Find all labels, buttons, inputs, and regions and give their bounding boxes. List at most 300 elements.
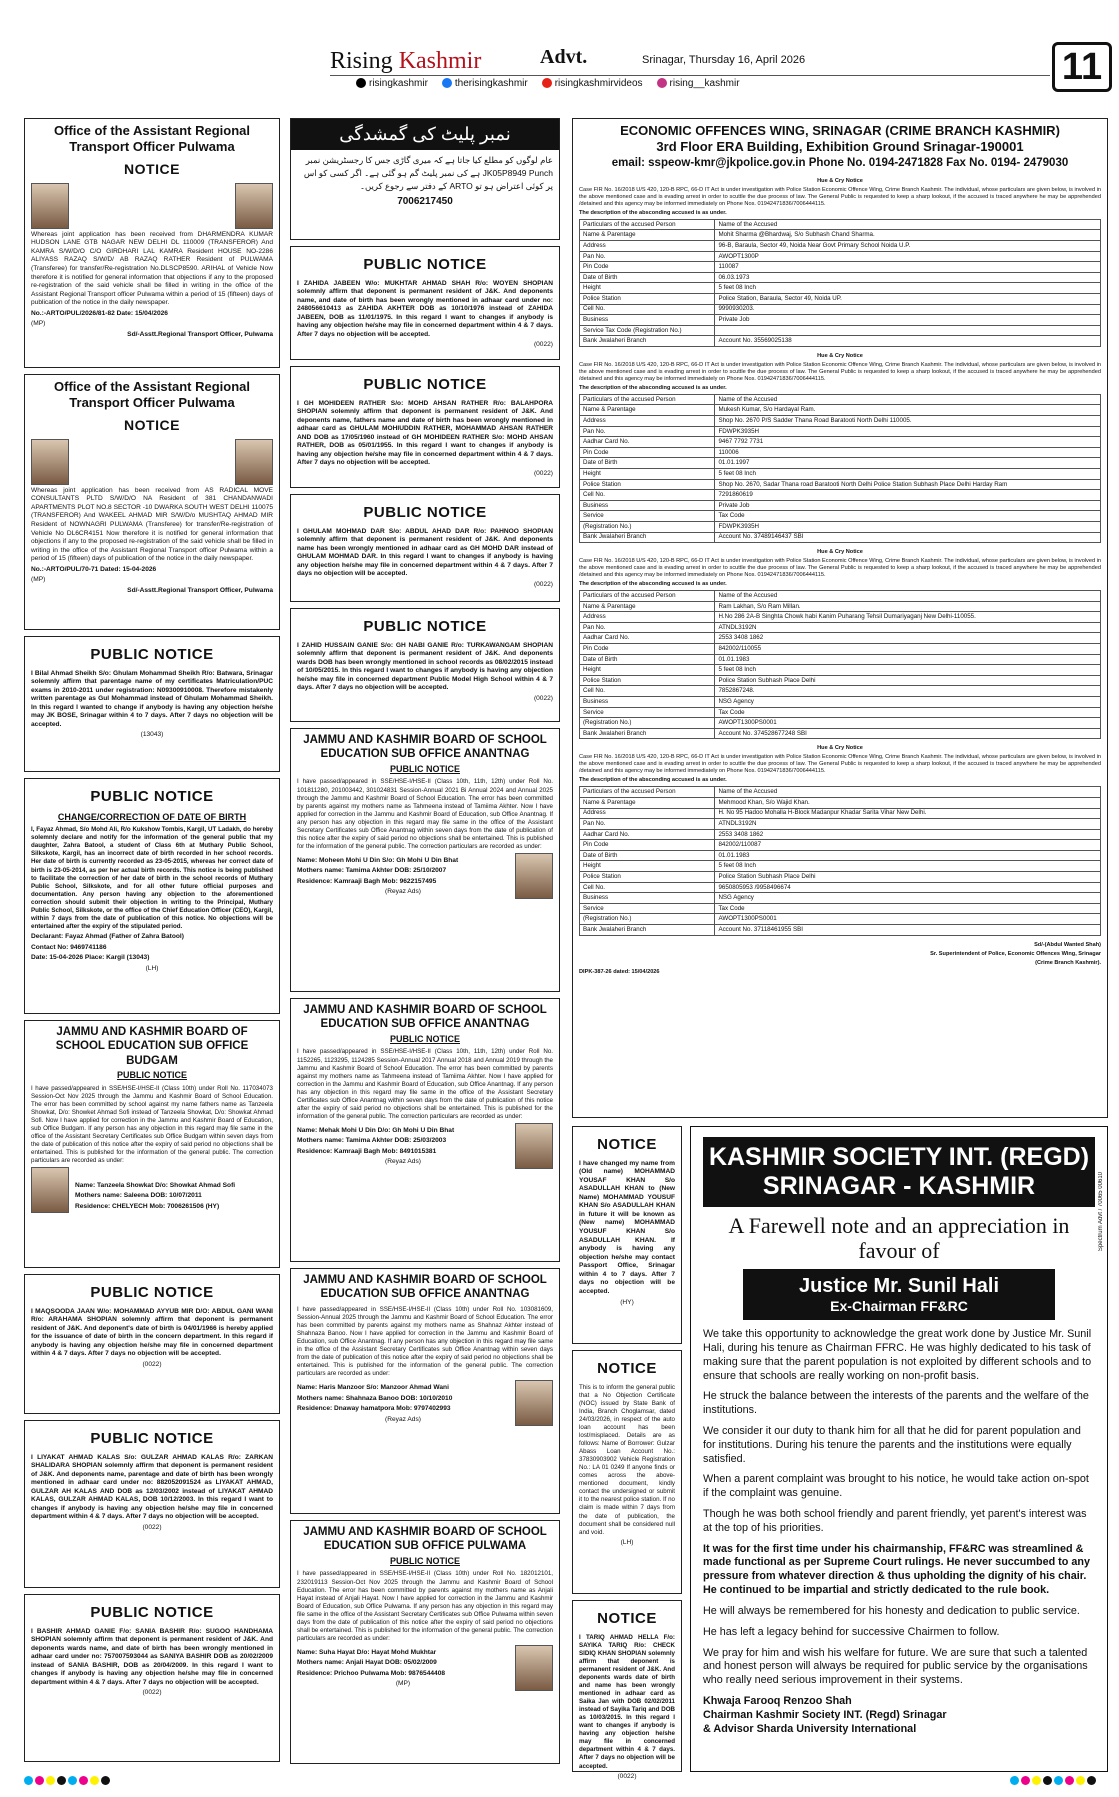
urdu-body: عام لوگوں کو مطلع کیا جاتا ہے کہ میری گاڑی جس کا رجسٹریشن نمبر JK05P8949 Punch ہے کی نمبر پلیٹ گم ہو گئی ہے۔ اگر کسی کو اس پر کوئی اعتراض ہو تو ARTO کے دفتر سے رجوع کریں۔ [303,155,553,191]
notice-title: PUBLIC NOTICE [90,1430,214,1447]
farewell-para: Though he was both school friendly and parent friendly, yet parent's interest was at the top of his priorities. [703,1508,1087,1534]
field-label: Pin Code [580,644,715,655]
notice-title: Office of the Assistant Regional Transport Officer Pulwama [54,379,250,411]
noc-lost-notice [572,1350,682,1594]
field-value: Account No. 35569025138 [715,336,1101,347]
field-label: Pin Code [580,447,715,458]
public-notice-zahid [290,608,560,722]
table-row [580,283,1101,294]
table-row [580,479,1101,490]
field-value: 5 feet 08 Inch [715,469,1101,480]
field-value: Name of the Accused [715,394,1101,405]
hue-cry-heading: Hue & Cry Notice [817,177,863,184]
black-mark [101,1776,110,1785]
table-row [580,426,1101,437]
notice-code: (Reyaz Ads) [385,888,421,896]
field-label: Aadhar Card No. [580,633,715,644]
residence: Residence: CHELYECH Mob: 7006261506 (HY) [75,1202,220,1210]
notice-code: (MP) [31,576,46,584]
field-label: Business [580,315,715,326]
table-row [580,893,1101,904]
notice-body: I ZAHID HUSSAIN GANIE S/o: GH NABI GANIE R/o: TURKAWANGAM SHOPIAN solemnly affirm that deponent is permanent resident of J&K. And deponents wards DOB has been wrongly mentioned in school records as 08/02/2015 instead of 10/05/2015. In this regard I want to changes if anybody is having any objection he/she may file in concerned department Public Model High School within 4 & 7 days. After 7 days no objection will be accepted. [297,641,553,692]
table-row [580,601,1101,612]
field-value: 7852867248. [715,686,1101,697]
magenta-mark [35,1776,44,1785]
residence: Residence: Kamraaji Bagh Mob: 8491015381 [297,1147,437,1155]
notice-title: PUBLIC NOTICE [363,376,487,393]
field-label: Bank Jwalaheri Branch [580,336,715,347]
field-label: Service [580,903,715,914]
accused-particulars-table [579,786,1101,935]
ad-agency-credit: Spectrum Advt / 70065 00610 [1098,1172,1104,1252]
field-label: Service [580,707,715,718]
table-row [580,819,1101,830]
youtube-link[interactable]: risingkashmirvideos [542,78,643,89]
case-intro: Case FIR No. 16/2018 U/S 420, 120-B RPC, 66-D IT Act is under investigation with Police Station Economic Offence Wing, Crime Branch Kashmir. The individual, whose particulars are given below, is involved in the above mentioned case and is evading arrest in order to scuttle the due process of law. The General Public is requested to keep a sharp lookout, if the accused is traced anywhere he may be apprehended /detained and this agency may be informed immediately on Phone Nos. 01942471836/7006444115. [579,361,1101,382]
field-value: H. No 95 Hadoo Mohalla H-Block Madanpur Khadar Sarita Vihar New Delhi. [715,808,1101,819]
table-row [580,644,1101,655]
accused-particulars-table [579,590,1101,739]
table-row [580,718,1101,729]
honoree-name: Justice Mr. Sunil Hali [798,1275,1000,1298]
applicant-photo [515,853,553,899]
applicant-photo [235,183,273,229]
field-value: 9990930203. [715,304,1101,315]
table-row [580,850,1101,861]
newspaper-logo[interactable]: Rising Kashmir [330,48,482,74]
color-registration-marks [1010,1776,1096,1786]
notice-code: (0022) [533,470,553,477]
jkbose-anantnag-notice-1 [290,728,560,992]
case-intro: Case FIR No. 16/2018 U/S 420, 120-B RPC, 66-D IT Act is under investigation with Police Station Economic Offence Wing, Crime Branch Kashmir. The individual, whose particulars are given below, is involved in the above mentioned case and is evading arrest in order to scuttle the due process of law. The General Public is requested to keep a sharp lookout, if the accused is traced anywhere he may be apprehended /detained and this agency may be informed immediately on Phone Nos. 01942471836/7006444115. [579,754,1101,775]
dipk-number: DIPK-387-26 dated: 15/04/2026 [579,968,660,975]
masthead [0,0,1119,110]
field-value: 9467 7792 7731 [715,437,1101,448]
notice-title: JAMMU AND KASHMIR BOARD OF SCHOOL EDUCATION SUB OFFICE ANANTNAG [303,734,547,761]
notice-body: I LIYAKAT AHMAD KALAS S/o: GULZAR AHMAD KALAS R/o: ZARKAN SHALIDARA SHOPIAN solemnly affirm that deponent is permanent resident of J&K. And deponents name, parentage and date of birth has been wrongly mentioned in adhaar card under no: 882052091524 as LIYAKAT AHMAD, GULZAR AH KALAS AND DOB as 12/03/2002 instead of LIYAKAT AHMAD KALAS, GULZAR AHMAD KALAS, DOB 10/12/2003. In this regard I want to changes if anybody is having any objection he/she may file in concerned department within 4 & 7 days. After 7 days no objection will be accepted. [31,1453,273,1521]
notice-heading: PUBLIC NOTICE [389,1033,460,1044]
notice-heading: PUBLIC NOTICE [116,1070,187,1081]
notice-title: PUBLIC NOTICE [363,256,487,273]
applicant-name: Name: Tanzeela Showkat D/o: Showkat Ahmad Sofi [75,1181,236,1189]
notice-heading: NOTICE [124,160,180,177]
table-row [580,490,1101,501]
field-value: Mohit Sharma @Bhardwaj, S/o Subhash Chand Sharma. [715,230,1101,241]
table-row [580,612,1101,623]
field-label: Cell No. [580,882,715,893]
field-label: Particulars of the accused Person [580,787,715,798]
field-label: Date of Birth [580,458,715,469]
field-label: Bank Jwalaheri Branch [580,925,715,936]
residence: Residence: Kamraaji Bagh Mob: 9622157495 [297,877,437,885]
field-value: 5 feet 08 Inch [715,861,1101,872]
table-row [580,272,1101,283]
header-rule [330,75,1050,76]
notice-signature: Sd/-Asstt.Regional Transport Officer, Pulwama [127,586,273,594]
table-row [580,728,1101,739]
table-row [580,437,1101,448]
field-label: Address [580,416,715,427]
urdu-phone: 7006217450 [397,195,453,207]
field-value: 2553 3408 1862 [715,633,1101,644]
notice-code: (0022) [142,1689,162,1697]
public-notice-mohideen [290,366,560,488]
notice-title: PUBLIC NOTICE [90,1284,214,1301]
cyan-mark [24,1776,33,1785]
field-label: Address [580,808,715,819]
mother-name: Mothers name: Tamima Akhter DOB: 25/10/2007 [297,867,447,875]
tariq-notice [572,1600,682,1780]
table-row [580,315,1101,326]
applicant-name: Name: Mehak Mohi U Din D/o: Gh Mohi U Din Bhat [297,1126,455,1134]
field-label: Bank Jwalaheri Branch [580,728,715,739]
table-row [580,654,1101,665]
farewell-para: He has left a legacy behind for successive Chairmen to follow. [703,1625,1000,1638]
field-label: Pan No. [580,426,715,437]
notice-heading: PUBLIC NOTICE [389,1555,460,1566]
table-row [580,882,1101,893]
table-row [580,925,1101,936]
field-value: 2553 3408 1862 [715,829,1101,840]
field-label: Business [580,697,715,708]
applicant-photo [31,1167,69,1213]
applicant-name: Name: Moheen Mohi U Din S/o: Gh Mohi U Din Bhat [297,856,459,864]
farewell-para: When a parent complaint was brought to his notice, he would take action on-spot if the complaint was genuine. [703,1473,1089,1500]
field-value: Police Station Subhash Place Delhi [715,675,1101,686]
table-row [580,511,1101,522]
notice-body: I have passed/appeared in SSE/HSE-I/HSE-II (Class 10th, 11th, 12th) under Roll No. 101811280, 201003442, 301024831 Session-Annual 2021 Bi Annual 2024 and Annual 2025 through the Jammu and Kashmir Board of School Education. The error has been committed by parents against my mothers name as Tahmeena instead of Tamiima Akhter. Now I have applied for correction in the Jammu and Kashmir Board of Education, sub Office Anantnag. If any person has any objection in this regard may file same in the office of the Assistant Secretary Certificates sub Office Anantnag within seven days from the date of publication of this notice after the expiry of said period no objections shall be entertained. This is published for the information of the general public. The correction particulars are recorded as under: [297,778,553,850]
field-label: Pin Code [580,262,715,273]
hue-cry-heading: Hue & Cry Notice [817,745,863,752]
field-value: Mehmood Khan, S/o Wajid Khan. [715,797,1101,808]
table-row [580,262,1101,273]
jkbose-anantnag-notice-2 [290,998,560,1262]
field-label: Name & Parentage [580,797,715,808]
notice-body: I TARIQ AHMAD HELLA F/o: SAYIKA TARIQ R/o: CHECK SIDIQ KHAN SHOPIAN solemnly affirm that deponent is permanent resident of J&K. And deponents wards date of birth and name has been wrongly mentioned in adhaar card as Saika Jan with DOB 02/02/2011 instead of Sayika Tariq and DOB as 10/03/2015. In this regard I want to changes if anybody is having any objection he/she may file in concerned department within 4 & 7 days. After 7 days no objection will be accepted. [579,1633,675,1770]
field-label: Address [580,612,715,623]
field-value: Name of the Accused [715,219,1101,230]
field-label: Name & Parentage [580,230,715,241]
field-value [715,325,1101,336]
field-value: 842002/110087 [715,840,1101,851]
accused-description-label: The description of the absconding accused is as under. [579,581,727,588]
field-label: Police Station [580,293,715,304]
field-label: Service [580,511,715,522]
urdu-notice [290,118,560,240]
field-label: Date of Birth [580,654,715,665]
notice-code: (HY) [620,1298,634,1306]
field-label: Cell No. [580,686,715,697]
dateline: Srinagar, Thursday 16, April 2026 [642,54,806,66]
mother-name: Mothers name: Shahnaza Banoo DOB: 10/10/2010 [297,1394,453,1402]
table-row [580,675,1101,686]
table-row [580,500,1101,511]
table-row [580,304,1101,315]
field-label: Date of Birth [580,272,715,283]
table-row [580,405,1101,416]
yellow-mark [1076,1776,1085,1785]
notice-title: PUBLIC NOTICE [90,788,214,805]
table-row [580,591,1101,602]
table-row [580,787,1101,798]
cyan-mark [1054,1776,1063,1785]
accused-particulars-table [579,219,1101,347]
notice-code: (0022) [142,1524,162,1531]
notice-code: (0022) [617,1772,637,1780]
field-label: Height [580,861,715,872]
farewell-para: It was for the first time under his chairmanship, FF&RC was streamlined & made functional as per Supreme Court rulings. He never succumbed to any pressure from whatever direction & thus upholding the dignity of his chair. He continued to be impartial and strictly dedicated to the rule book. [703,1542,1090,1597]
notice-title: PUBLIC NOTICE [90,1604,214,1621]
field-value: Mukesh Kumar, S/o Hardayal Ram. [715,405,1101,416]
applicant-photo [515,1123,553,1169]
field-label: Name & Parentage [580,601,715,612]
table-row [580,840,1101,851]
field-label: Aadhar Card No. [580,437,715,448]
accused-description-label: The description of the absconding accused is as under. [579,209,727,216]
field-label: Particulars of the accused Person [580,219,715,230]
field-value: 5 feet 08 Inch [715,665,1101,676]
notice-code: (0022) [533,694,553,702]
field-value: Private Job [715,500,1101,511]
magenta-mark [1021,1776,1030,1785]
urdu-title: نمبر پلیٹ کی گمشدگی [291,119,559,150]
accused-particulars-table [579,394,1101,543]
notice-body: I Bilal Ahmad Sheikh S/o: Ghulam Mohammad Sheikh R/o: Batwara, Srinagar solemnly affirm that parentage name of my certificates Matriculation/PUC exams in 2010-2011 under registration: N09300910008. Therefore mistakenly written parentage as Gul Mohammad instead of Ghulam Mohammad Sheikh. In this regard I wanted to change if anybody is having any objection he/she may JK BOSE, Srinagar within 4 to 7 days. After 7 days no objection will be accepted. [31,669,273,728]
honoree-box [743,1269,1055,1320]
public-notice-liyakat [24,1420,280,1588]
notice-title: Office of the Assistant Regional Transport Officer Pulwama [54,123,250,155]
field-value: 110087 [715,262,1101,273]
cyan-mark [1010,1776,1019,1785]
notice-title: NOTICE [597,1360,657,1377]
field-value: Name of the Accused [715,591,1101,602]
notice-body: I GH MOHIDEEN RATHER S/o: MOHD AHSAN RATHER R/o: BALAHPORA SHOPIAN solemnly affirm that deponent is permanent resident of J&K. And deponents name, fathers name and date of birth has been wrongly mentioned in adhaar card as GHULAM MOHIUDDIN RATHER, MOHAMMAD AHSAN RATHER AND DOB as 17/05/1960 instead of GH MOHIDEEN RATHER S/o: MOHD AHSAN RATHER, DOB as 05/01/1955. In this regard I want to changes if anybody is having any objection he/she may file in concerned department within 4 & 7 days. After 7 days no objection will be accepted. [297,399,553,467]
field-label: Bank Jwalaheri Branch [580,532,715,543]
residence: Residence: Dnaway hamatpora Mob: 9797402993 [297,1405,451,1413]
field-value: Tax Code [715,707,1101,718]
table-row [580,521,1101,532]
notice-body: I, Fayaz Ahmad, S/o Mohd Ali, R/o Kukshow Tombis, Kargil, UT Ladakh, do hereby solemnly declare and notify for the information of the general public that my daughter, Zahra Batool, a student of Class 6th at Muthary Public School, Silkskote, Kargil, has an incorrect date of birth recorded in her school records. Her date of birth is currently recorded as 23-05-2015, whereas her correct date of birth is 23-05-2014, as per her actual birth records. This notice is being published to facilitate the correction of her date of birth in the school records of Muthary Public School, Silkskote, and for all other future official purposes and documentation. Any person having any objection to the aforementioned correction should submit their objection in writing to the Principal, Muthary Public School, Silkskote, or the office of the Chief Education Officer (CEO), Kargil, within 7 days from the date of publication of this notice. No objections will be entertained after the expiry of the stipulated period. [31,826,273,930]
notice-body: Whereas joint application has been received from DHARMENDRA KUMAR HUDSON LANE GTB NAGAR NEW DELHI DL 110009 (TRANSFEROR) And KAMRA S/W/D/O C/O GIRDHARI LAL KAMRA Resident HOUSE NO-2286 ALIYASS RAZAQ S/W/D/ AB RAZAQ RATHER Resident of PULWAMA (Transferee) for transfer/Re-registration No.DLSCP8590. ARIHAL of Vehicle Now therefore it is notified for general information that objections if any to the proposed re-registration of the said vehicle shall be filled in writing in the office of the Assistant Regional Transport officer Pulwama within a period of 15 (fifteen) days of publication of the notice in the daily newspaper. [31,230,273,307]
applicant-photo [515,1380,553,1426]
field-value: Shop No. 2670 P/S Sadder Thana Road Baratooti North Delhi 110005. [715,416,1101,427]
field-value: 06.03.1973 [715,272,1101,283]
farewell-para: He will always be remembered for his honesty and dedication to public service. [703,1604,1080,1617]
field-label: Police Station [580,479,715,490]
field-value: 01.01.1997 [715,458,1101,469]
field-value: FDWPK3935H [715,521,1101,532]
accused-description-label: The description of the absconding accused is as under. [579,384,727,391]
notice-title: PUBLIC NOTICE [363,504,487,521]
jkbose-budgam-notice [24,1020,280,1268]
eow-address: 3rd Floor ERA Building, Exhibition Ground Srinagar-190001 [656,139,1024,155]
field-value: 9650805953 /9958496674 [715,882,1101,893]
notice-title: NOTICE [597,1136,657,1153]
table-row [580,458,1101,469]
table-row [580,829,1101,840]
notice-body: I have passed/appeared in SSE/HSE-I/HSE-II (Class 10th, 11th, 12th) under Roll No. 1152265, 1123295, 1124285 Session-Annual 2017 Annual 2018 and Annual 2019 through the Jammu and Kashmir Board of School Education. The error has been committed by parents against my mothers name as Tahmeena instead of Tamiima Akhter. Now I have applied for correction in the Jammu and Kashmir Board of Education, sub Office Anantnag. If any person has any objection in this regard may file same in the office of the Assistant Secretary Certificates sub Office Anantnag within seven days from the date of publication of this notice after the expiry of said period no objections shall be entertained. This is published for the information of the general public. The correction particulars are recorded as under: [297,1048,553,1120]
table-row [580,622,1101,633]
section-label: Advt. [540,46,588,68]
mother-name: Mothers name: Tamima Akhter DOB: 25/03/2003 [297,1137,447,1145]
field-label: Address [580,240,715,251]
notice-title: JAMMU AND KASHMIR BOARD OF SCHOOL EDUCATION SUB OFFICE BUDGAM [55,1026,249,1067]
field-label: (Registration No.) [580,914,715,925]
instagram-link[interactable]: rising__kashmir [657,78,740,89]
facebook-icon [442,78,452,88]
field-label: Aadhar Card No. [580,829,715,840]
notice-heading: PUBLIC NOTICE [389,763,460,774]
name-change-notice [572,1126,682,1344]
field-label: Cell No. [580,304,715,315]
farewell-para: We take this opportunity to acknowledge the great work done by Justice Mr. Sunil Hali, during his tenure as Chairman FFRC. He was highly dedicated to his task of making sure that the parent population is not exploited by different schools and to ensure that schools are really working on non-profit basis. [703,1328,1092,1382]
applicant-name: Name: Suha Hayat D/o: Hayat Mohd Mukhtar [297,1648,437,1656]
rto-notice-1 [24,118,280,368]
table-row [580,861,1101,872]
hue-cry-heading: Hue & Cry Notice [817,549,863,556]
signatory-title: Chairman Kashmir Society INT. (Regd) Srinagar [703,1708,947,1721]
field-label: Pan No. [580,622,715,633]
field-value: Shop No. 2670, Sadar Thana road Baratooti North Delhi Police Station Subhash Place Delhi Harday Ram [715,479,1101,490]
table-row [580,808,1101,819]
field-value: Private Job [715,315,1101,326]
notice-body: I MAQSOODA JAAN W/o: MOHAMMAD AYYUB MIR D/O: ABDUL GANI WANI R/o: ARAHAMA SHOPIAN solemnly affirm that deponent is permanent resident of J&K. And deponent's date of birth is 04/01/1966 is hereby applied for the issuance of date of birth in the concern department. In this regard if anybody is having any objection he/she may file in concerned department within 4 & 7 days. After 7 days no objection will be accepted. [31,1307,273,1358]
field-value: 110006 [715,447,1101,458]
notice-body: I BASHIR AHMAD GANIE F/o: SANIA BASHIR R/o: SUGOO HANDHAMA SHOPIAN solemnly affirm that deponent is permanent resident of J&K. And deponents wards name, and date of birth has been wrongly mentioned in adhaar card under no: 757007593044 as SANIYA BASHIR DOB as 20/02/2009 instead of SANIA BASHIR, DOB as 20/04/2009. In this regard I want to changes if anybody is having any objection he/she may file in concerned department within 4 & 7 days. After 7 days no objection will be accepted. [31,1627,273,1686]
x-icon [356,78,366,88]
field-label: Business [580,500,715,511]
notice-body: I have passed/appeared in SSE/HSE-I/HSE-II (Class 10th) under Roll No. 117034073 Session-Oct Nov 2025 through the Jammu and Kashmir Board of School Education. The error has been committed by school against my name fathers name as Tanzeela Showkat, D/o: Showket Ahmad Sofi instead of Tanzeela Showkat, D/o: Showkat Ahmad Sofi. Now I have applied for correction in the Jammu and Kashmir Board of Education, sub Office Budgam. If any person has any objection in this regard may file same in the office of the Assistant Secretary Certificates sub Office Budgam within seven days from the date of publication of this notice after the expiry of said period no objections shall be entertained. This is published for the information of the general public. The correction particulars are recorded as under: [31,1084,273,1165]
table-row [580,251,1101,262]
field-value: Account No. 374528677248 SBI [715,728,1101,739]
farewell-para: We consider it our duty to thank him for all that he did for parent population and for institutions. During his tenure the parents and the institutions were equally satisfied. [703,1424,1081,1465]
black-mark [1087,1776,1096,1785]
notice-body: Whereas joint application has been received from AS RADICAL MOVE CONSULTANTS PLTD S/W/D/O NA Resident of 381 CHANDANWADI APARTMENTS PLOT NO.8 SECTOR -10 DWARKA SOUTH WEST DELHI 110075 (TRANSFEROR) And WAKEEL AHMAD MIR S/W/D/o MUSHTAQ AHMAD MIR Resident of NOWNAGRI PULWAMA (Transferee) for transfer/Re-registration of Vehicle No DL6CR4151 Now therefore it is notified for general information that objections if any to the proposed re-registration of the said vehicle shall be filled in writing in the office of the Assistant Regional Transport officer Pulwama within a period of 15 (fifteen) days of publication of the notice in the daily newspaper. [31,486,273,563]
field-label: (Registration No.) [580,521,715,532]
hue-cry-heading: Hue & Cry Notice [817,352,863,359]
table-row [580,293,1101,304]
accused-description-label: The description of the absconding accused is as under. [579,777,727,784]
date-place: Date: 15-04-2026 Place: Kargil (13043) [31,954,150,962]
field-label: Date of Birth [580,850,715,861]
notice-signature: Sd/-Asstt.Regional Transport Officer, Pulwama [127,330,273,338]
signatory-advisor: & Advisor Sharda University International [703,1722,917,1735]
table-row [580,219,1101,230]
public-notice-bashir [24,1594,280,1762]
field-label: Police Station [580,872,715,883]
notice-code: (MP) [395,1680,411,1688]
page-number: 11 [1052,42,1112,92]
notice-heading: NOTICE [124,416,180,433]
notice-title: PUBLIC NOTICE [363,618,487,635]
field-value: 01.01.1983 [715,654,1101,665]
org-banner: KASHMIR SOCIETY INT. (REGD) SRINAGAR - KASHMIR [703,1137,1095,1207]
notice-title: JAMMU AND KASHMIR BOARD OF SCHOOL EDUCATION SUB OFFICE ANANTNAG [303,1274,547,1301]
color-registration-marks [24,1776,110,1786]
field-label: Pin Code [580,840,715,851]
yellow-mark [46,1776,55,1785]
field-label: Cell No. [580,490,715,501]
eow-signature: Sd/-(Abdul Wanted Shah) [1034,941,1101,948]
notice-code: (LH) [620,1538,634,1546]
mother-name: Mothers name: Anjali Hayat DOB: 05/02/2009 [297,1659,437,1667]
table-row [580,707,1101,718]
notice-body: I ZAHIDA JABEEN W/o: MUKHTAR AHMAD SHAH R/o: WOYEN SHOPIAN solemnly affirm that deponent is permanent resident of J&K. And deponents name, and date of birth has been wrongly mentioned in adhaar card under no: 248056610413 as ZAHIDA AKHTER DOB as 10/10/1976 instead of ZAHIDA JABEEN, DOB as 11/01/1975. In this regard I want to changes if anybody is having any objection he/she may file in concerned department within 4 & 7 days. After 7 days no objection will be accepted. [297,279,553,338]
public-notice-maqsooda [24,1274,280,1414]
eow-title: ECONOMIC OFFENCES WING, SRINAGAR (CRIME BRANCH KASHMIR) [620,123,1060,138]
table-row [580,532,1101,543]
field-value: AWOPT1300PS0001 [715,718,1101,729]
yellow-mark [90,1776,99,1785]
table-row [580,697,1101,708]
table-row [580,336,1101,347]
notice-code: (0022) [533,341,553,349]
notice-code: (LH) [145,964,159,972]
table-row [580,797,1101,808]
eow-office: (Crime Branch Kashmir). [1035,959,1101,966]
field-label: Particulars of the accused Person [580,591,715,602]
notice-code: (0022) [142,1360,162,1368]
field-label: (Registration No.) [580,718,715,729]
table-row [580,416,1101,427]
farewell-para: We pray for him and wish his welfare for future. We are sure that such a talented and honest person will always be required for public service by the organisations who really need serious improvement in their systems. [703,1646,1088,1687]
notice-ref: No.:-ARTO/PUL/70-71 Dated: 15-04-2026 [31,565,157,573]
notice-subtitle: CHANGE/CORRECTION OF DATE OF BIRTH [57,811,247,822]
cyan-mark [68,1776,77,1785]
field-value: Tax Code [715,903,1101,914]
public-notice-zahida [290,246,560,360]
table-row [580,665,1101,676]
table-row [580,633,1101,644]
facebook-link[interactable]: therisingkashmir [442,78,528,89]
table-row [580,914,1101,925]
honoree-role: Ex-Chairman FF&RC [830,1298,968,1315]
field-label: Height [580,665,715,676]
farewell-headline: A Farewell note and an appreciation in favour of [728,1212,1070,1263]
eow-contact: email: sspeow-kmr@jkpolice.gov.in Phone No. 0194-2471828 Fax No. 0194- 2479030 [611,156,1069,169]
field-value: AWOPT1300PS0001 [715,914,1101,925]
field-value: Account No. 37489146437 SBI [715,532,1101,543]
magenta-mark [1065,1776,1074,1785]
x-link[interactable]: risingkashmir [356,78,428,89]
field-label: Particulars of the accused Person [580,394,715,405]
notice-code: (13043) [140,731,164,739]
field-value: 7291860619 [715,490,1101,501]
yellow-mark [1032,1776,1041,1785]
notice-title: JAMMU AND KASHMIR BOARD OF SCHOOL EDUCATION SUB OFFICE PULWAMA [303,1526,547,1553]
instagram-icon [657,78,667,88]
black-mark [57,1776,66,1785]
table-row [580,230,1101,241]
field-label: Pan No. [580,819,715,830]
field-label: Height [580,283,715,294]
field-value: 01.01.1983 [715,850,1101,861]
table-row [580,325,1101,336]
notice-code: (MP) [31,320,46,328]
field-label: Height [580,469,715,480]
notice-code: (0022) [533,580,553,588]
field-value: NSG Agency [715,893,1101,904]
field-label: Business [580,893,715,904]
table-row [580,872,1101,883]
applicant-photo [515,1645,553,1691]
field-value: Account No. 37118461955 SBI [715,925,1101,936]
field-label: Service Tax Code (Registration No.) [580,325,715,336]
applicant-photo [31,439,69,485]
notice-ref: No.:-ARTO/PUL/2026/81-82 Date: 15/04/2026 [31,309,168,317]
public-notice-dob [24,778,280,1014]
notice-body: I have changed my name from (Old name) MOHAMMAD YOUSAF KHAN S/o ASADULLAH KHAN to (New Name) MOHAMMAD YOUSUF KHAN S/o ASADULLAH KHAN in future it will be known as (New name) MOHAMMAD YOUSUF KHAN S/o ASADULLAH KHAN. If anybody is having any objection he/she may contact Passport Office, Srinagar within 4 to 7 days. After 7 days no objection will be accepted. [579,1159,675,1295]
